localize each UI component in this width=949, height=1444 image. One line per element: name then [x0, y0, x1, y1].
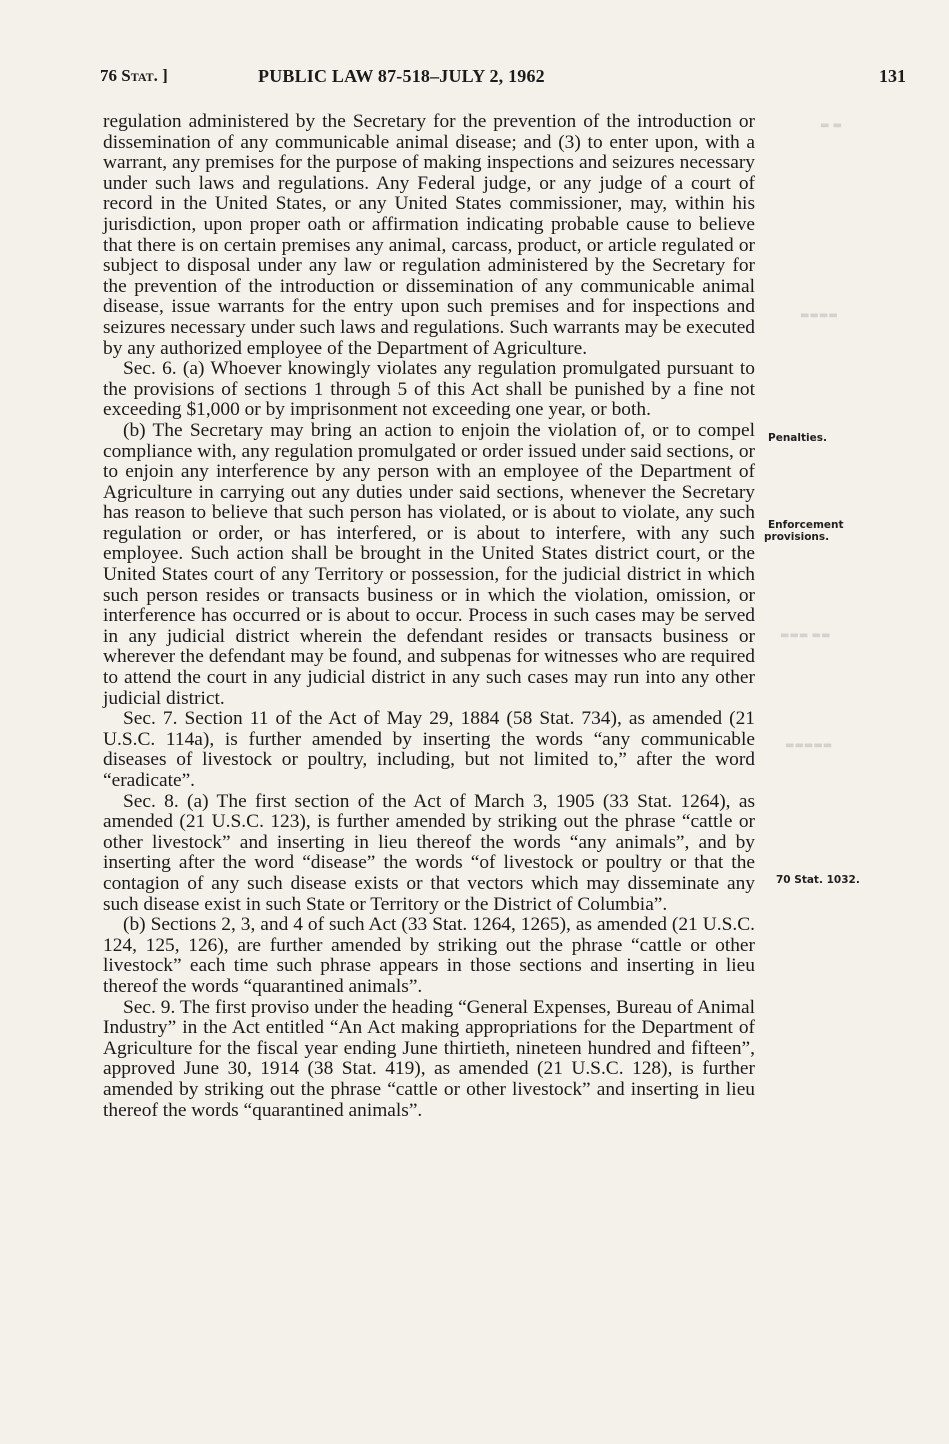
page-header — [100, 66, 906, 92]
bleed-through-mark: ▬▬▬▬ — [800, 310, 838, 321]
margin-note-enforcement-line1: Enforcement — [768, 519, 844, 531]
margin-note-enforcement-line2: provisions. — [764, 531, 830, 543]
bleed-through-mark: ▬▬▬ ▬▬ — [780, 630, 831, 641]
margin-note-enforcement — [764, 519, 844, 543]
page-number: 131 — [879, 66, 906, 86]
margin-note-stat-ref: 70 Stat. 1032. — [776, 874, 860, 886]
bleed-through-mark: ▬▬▬▬▬ — [785, 740, 833, 751]
paragraph-sec-9: Sec. 9. The first proviso under the heading “General Expenses, Bureau of Animal Industry” in the Act entitled “An Act making appropriations for the Department of Agriculture for the fiscal year ending June thirtieth, nineteen hundred and fifteen”, approved June 30, 1914 (38 Stat. 419), as amended (21 U.S.C. 128), is further amended by striking out the phrase “cattle or other livestock” and inserting in lieu thereof the words “quarantined animals”. — [103, 996, 755, 1121]
paragraph-sec-8a: Sec. 8. (a) The first section of the Act of March 3, 1905 (33 Stat. 1264), as amended (21 U.S.C. 123), is further amended by striking out the phrase “cattle or other livestock” and inserting in lieu thereof the words “any animals”, and by inserting after the word “disease” the words “of livestock or poultry or that the contagion of any such disease exists or that vectors which may disseminate any such disease exist in such State or Territory or the District of Columbia”. — [103, 790, 755, 915]
paragraph-sec-6a: Sec. 6. (a) Whoever knowingly violates any regulation promulgated pursuant to the provisions of sections 1 through 5 of this Act shall be punished by a fine not exceeding $1,000 or by imprisonment not exceeding one year, or both. — [103, 358, 755, 421]
bleed-through-mark: ▬ ▬ — [820, 120, 843, 131]
paragraph-sec-7: Sec. 7. Section 11 of the Act of May 29, 1884 (58 Stat. 734), as amended (21 U.S.C. 114a), is further amended by inserting the words “any communicable diseases of livestock or poultry, including, but not limited to,” after the word “eradicate”. — [103, 708, 755, 791]
paragraph-sec-6b: (b) The Secretary may bring an action to enjoin the violation of, or to compel compliance with, any regulation promulgated or order issued under said sections, or to enjoin any interference by any person with an employee of the Department of Agriculture in carrying out any duties under said sections, whenever the Secretary has reason to believe that such person has violated, or is about to violate, any such regulation or order, or has interfered, or is about to interfere, with any such employee. Such action shall be brought in the United States district court, or the United States court of any Territory or possession, for the judicial district in which such person resides or transacts business or in which the violation, omission, or interference has occurred or is about to occur. Process in such cases may be served in any judicial district wherein the defendant resides or transacts business or wherever the defendant may be found, and subpenas for witnesses who are required to attend the court in any judicial district in any such cases may run into any other judicial district. — [103, 419, 755, 709]
stat-reference: 76 Stat. ] — [100, 66, 168, 85]
body-text — [103, 112, 755, 1121]
paragraph-continuation: regulation administered by the Secretary for the prevention of the introduction or dissemination of any communicable animal disease; and (3) to enter upon, with a warrant, any premises for the purpose of making inspections and seizures necessary under such laws and regulations. Any Federal judge, or any judge of a court of record in the United States, or any United States commissioner, may, within his jurisdiction, upon proper oath or affirmation indicating probable cause to believe that there is on certain premises any animal, carcass, product, or article regulated or subject to disposal under any law or regulation administered by the Secretary for the prevention of the introduction or dissemination of any communicable animal disease, issue warrants for the entry upon such premises and for inspections and seizures necessary under such laws and regulations. Such warrants may be executed by any authorized employee of the Department of Agriculture. — [103, 111, 755, 359]
paragraph-sec-8b: (b) Sections 2, 3, and 4 of such Act (33 Stat. 1264, 1265), as amended (21 U.S.C. 124, 125, 126), are further amended by striking out the phrase “cattle or other livestock” each time such phrase appears in those sections and inserting in lieu thereof the words “quarantined animals”. — [103, 914, 755, 997]
page-title: PUBLIC LAW 87-518–JULY 2, 1962 — [258, 66, 545, 86]
margin-note-penalties: Penalties. — [768, 432, 827, 444]
